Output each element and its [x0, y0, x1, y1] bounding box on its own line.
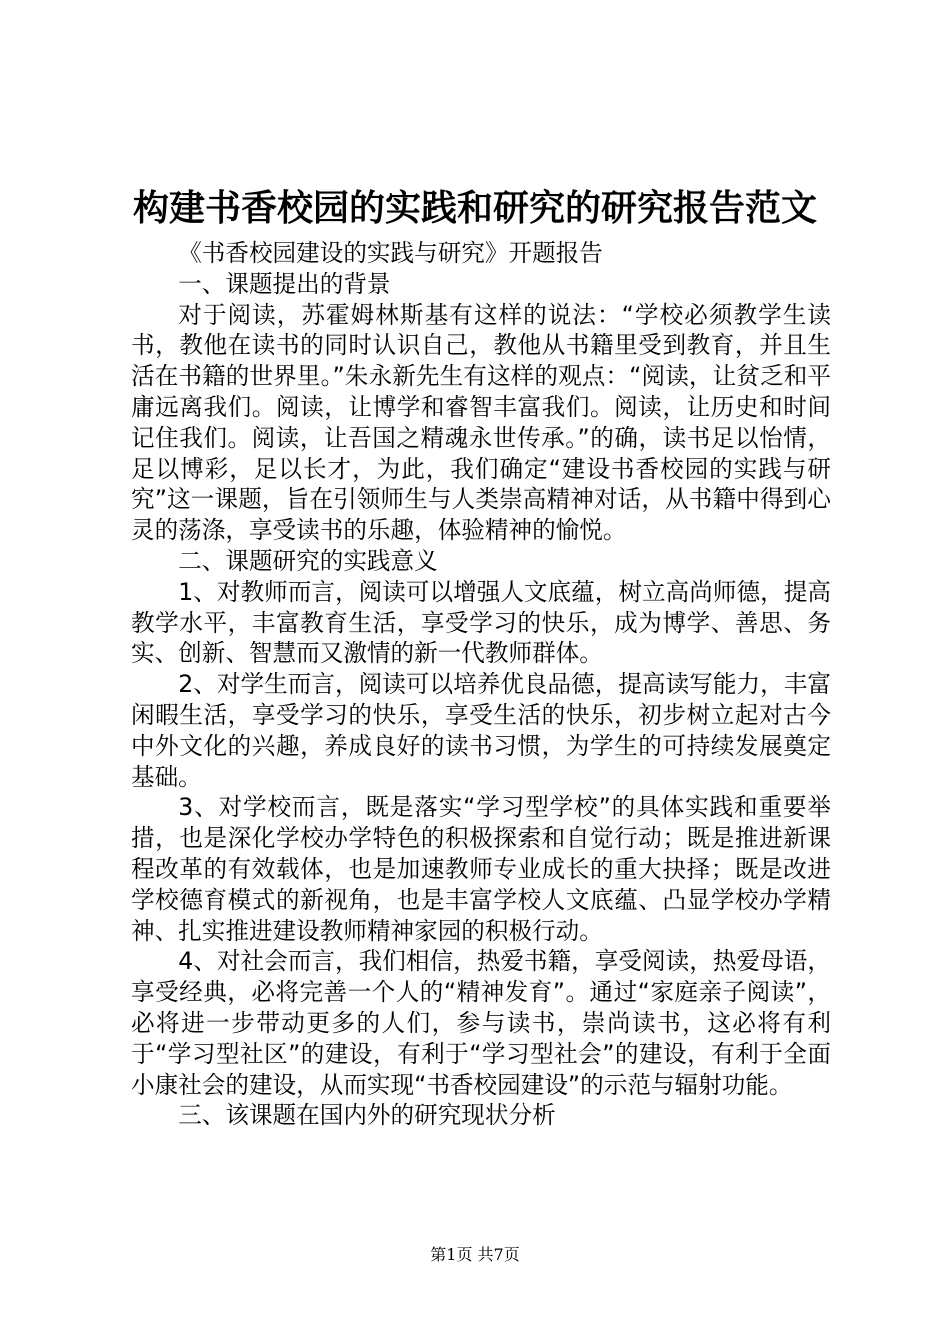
- section-heading-background: 一、课题提出的背景: [178, 269, 391, 298]
- paragraph-school: 3、对学校而言，既是落实“学习型学校”的具体实践和重要举措，也是深化学校办学特色的积极探索和自觉行动；既是推进新课程改革的有效载体，也是加速教师专业成长的重大抉择；既是改进学校德育模式的新视角，也是丰富学校人文底蕴、凸显学校办学精神、扎实推进建设教师精神家园的积极行动。: [131, 793, 831, 945]
- section-heading-research-status: 三、该课题在国内外的研究现状分析: [178, 1101, 556, 1130]
- paragraph-society: 4、对社会而言，我们相信，热爱书籍，享受阅读，热爱母语，享受经典，必将完善一个人的“精神发育”。通过“家庭亲子阅读”，必将进一步带动更多的人们，参与读书，崇尚读书，这必将有利于“学习型社区”的建设，有利于“学习型社会”的建设，有利于全面小康社会的建设，从而实现“书香校园建设”的示范与辐射功能。: [131, 947, 831, 1099]
- paragraph-teachers: 1、对教师而言，阅读可以增强人文底蕴，树立高尚师德，提高教学水平，丰富教育生活，享受学习的快乐，成为博学、善思、务实、创新、智慧而又激情的新一代教师群体。: [131, 577, 831, 668]
- report-subtitle: 《书香校园建设的实践与研究》开题报告: [178, 239, 603, 267]
- section-heading-significance: 二、课题研究的实践意义: [178, 546, 438, 575]
- paragraph-students: 2、对学生而言，阅读可以培养优良品德，提高读写能力，丰富闲暇生活，享受学习的快乐，享受生活的快乐，初步树立起对古今中外文化的兴趣，养成良好的读书习惯，为学生的可持续发展奠定基础。: [131, 670, 831, 791]
- document-body: [131, 238, 831, 1131]
- document-title: 构建书香校园的实践和研究的研究报告范文: [132, 187, 817, 229]
- paragraph-background: 对于阅读，苏霍姆林斯基有这样的说法：“学校必须教学生读书，教他在读书的同时认识自己，教他从书籍里受到教育，并且生活在书籍的世界里。”朱永新先生有这样的观点：“阅读，让贫乏和平庸远离我们。阅读，让博学和睿智丰富我们。阅读，让历史和时间记住我们。阅读，让吾国之精魂永世传承。”的确，读书足以怡情，足以博彩，足以长才，为此，我们确定“建设书香校园的实践与研究”这一课题，旨在引领师生与人类崇高精神对话，从书籍中得到心灵的荡涤，享受读书的乐趣，体验精神的愉悦。: [131, 300, 831, 545]
- page-number: 第1页 共7页: [430, 1245, 520, 1264]
